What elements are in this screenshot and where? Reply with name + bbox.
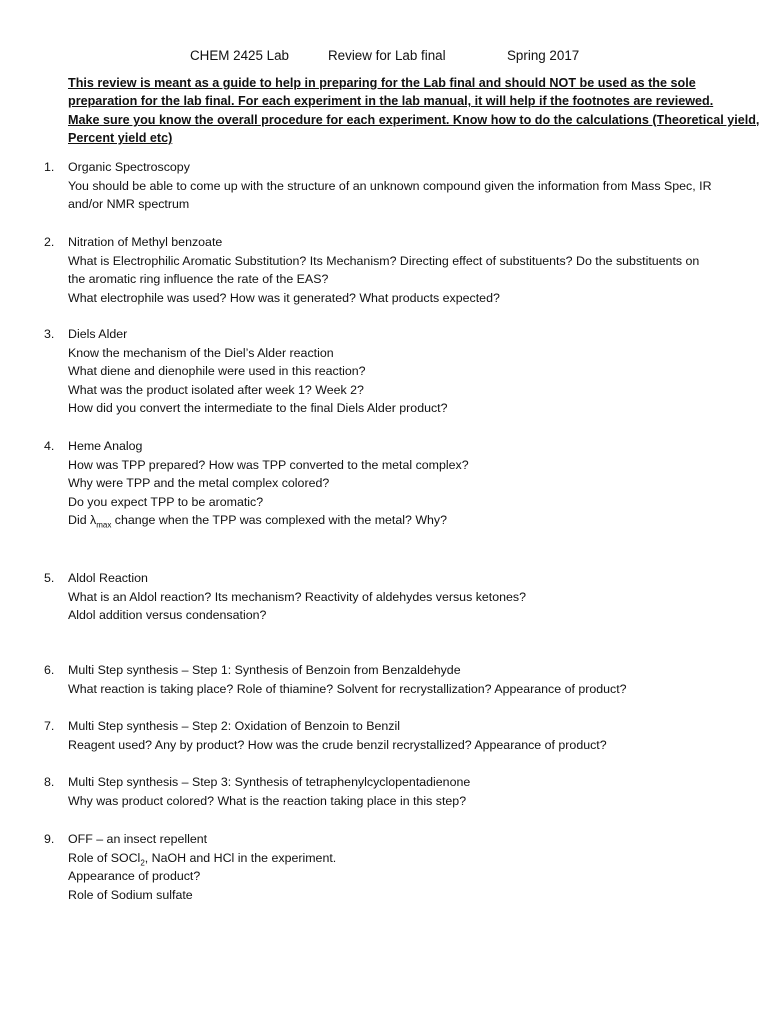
section-number: 4. — [44, 439, 55, 453]
section-title: OFF – an insect repellent — [68, 832, 208, 846]
question-line: Do you expect TPP to be aromatic? — [68, 494, 264, 509]
section-title: Multi Step synthesis – Step 3: Synthesis of tetraphenylcyclopentadienone — [68, 775, 471, 789]
intro-paragraph — [68, 74, 760, 148]
question-line: What was the product isolated after week 1? Week 2? — [68, 382, 364, 397]
lambda-text: Did λ — [68, 513, 97, 528]
section-title: Heme Analog — [68, 439, 143, 453]
section-number: 1. — [44, 160, 55, 174]
section-number: 2. — [44, 235, 55, 249]
lambda-rest: change when the TPP was complexed with the metal? Why? — [111, 513, 448, 528]
section-number: 8. — [44, 775, 55, 789]
lambda-subscript: max — [96, 520, 112, 530]
section-title: Multi Step synthesis – Step 1: Synthesis of Benzoin from Benzaldehyde — [68, 663, 461, 677]
section-title: Organic Spectroscopy — [68, 160, 190, 174]
section-aldol — [44, 569, 734, 625]
section-number: 9. — [44, 832, 55, 846]
section-title: Multi Step synthesis – Step 2: Oxidation of Benzoin to Benzil — [68, 719, 400, 733]
intro-line: preparation for the lab final. For each experiment in the lab manual, it will help if the footnotes are reviewed. — [68, 94, 714, 109]
question-line: Why was product colored? What is the reaction taking place in this step? — [68, 793, 467, 808]
section-nitration — [44, 233, 734, 307]
section-title: Aldol Reaction — [68, 571, 148, 585]
section-off-insect-repellent — [44, 830, 734, 904]
question-line: What electrophile was used? How was it generated? What products expected? — [68, 290, 500, 305]
question-line: What reaction is taking place? Role of thiamine? Solvent for recrystallization? Appearance of product? — [68, 681, 627, 696]
document-title: Review for Lab final — [328, 48, 446, 63]
socl-subscript: 2 — [140, 858, 145, 868]
section-diels-alder — [44, 325, 734, 418]
socl2-question — [68, 849, 734, 868]
section-number: 7. — [44, 719, 55, 733]
section-organic-spectroscopy — [44, 158, 734, 214]
section-heme-analog — [44, 437, 734, 530]
section-number: 5. — [44, 571, 55, 585]
section-number: 3. — [44, 327, 55, 341]
section-title: Nitration of Methyl benzoate — [68, 235, 223, 249]
section-title: Diels Alder — [68, 327, 128, 341]
question-line: You should be able to come up with the structure of an unknown compound given the information from Mass Spec, IR — [68, 178, 712, 193]
document-header — [0, 47, 768, 67]
question-line: Role of Sodium sulfate — [68, 887, 193, 902]
lambda-max-question — [68, 511, 734, 530]
section-step-2 — [44, 717, 734, 754]
question-line: and/or NMR spectrum — [68, 197, 190, 212]
intro-line: Percent yield etc) — [68, 131, 173, 146]
section-number: 6. — [44, 663, 55, 677]
question-line: the aromatic ring influence the rate of the EAS? — [68, 272, 329, 287]
socl-rest: , NaOH and HCl in the experiment. — [144, 850, 337, 865]
question-line: How did you convert the intermediate to the final Diels Alder product? — [68, 401, 448, 416]
course-code: CHEM 2425 Lab — [190, 48, 289, 63]
question-line: Aldol addition versus condensation? — [68, 608, 267, 623]
section-step-3 — [44, 773, 734, 810]
question-line: Why were TPP and the metal complex colored? — [68, 476, 330, 491]
section-step-1 — [44, 661, 734, 698]
question-line: What is an Aldol reaction? Its mechanism? Reactivity of aldehydes versus ketones? — [68, 589, 526, 604]
intro-line: This review is meant as a guide to help in preparing for the Lab final and should NOT be used as the sole — [68, 76, 696, 90]
question-line: How was TPP prepared? How was TPP converted to the metal complex? — [68, 457, 469, 472]
question-line: Know the mechanism of the Diel’s Alder reaction — [68, 345, 334, 360]
question-line: Appearance of product? — [68, 869, 201, 884]
socl-text: Role of SOCl — [68, 850, 141, 865]
term: Spring 2017 — [507, 48, 580, 63]
question-line: What diene and dienophile were used in this reaction? — [68, 364, 366, 379]
intro-line: Make sure you know the overall procedure for each experiment. Know how to do the calculations (Theoretical yield, — [68, 112, 760, 127]
question-line: What is Electrophilic Aromatic Substitution? Its Mechanism? Directing effect of substituents? Do the substituents on — [68, 253, 700, 268]
question-line: Reagent used? Any by product? How was the crude benzil recrystallized? Appearance of product? — [68, 737, 607, 752]
